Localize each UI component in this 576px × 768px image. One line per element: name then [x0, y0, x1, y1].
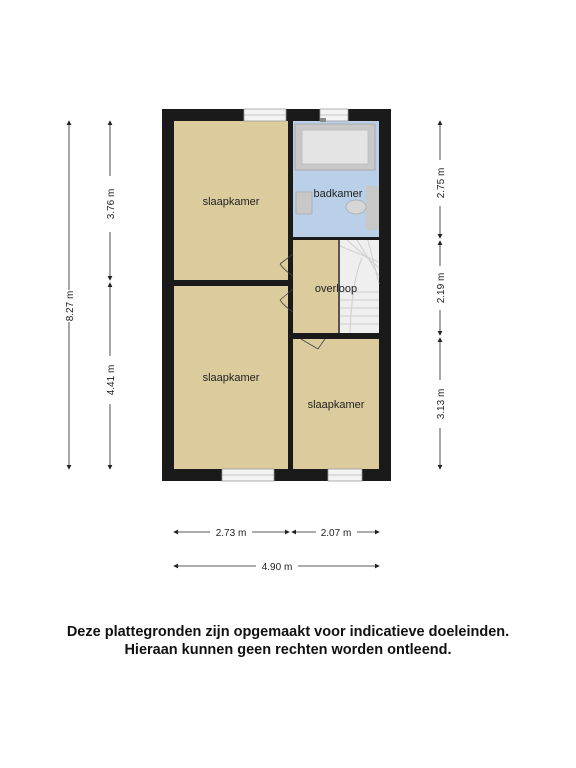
- dim-left-top: 3.76 m: [106, 188, 117, 220]
- label-slaapkamer-bottom: slaapkamer: [202, 372, 260, 384]
- disclaimer-line-1: Deze plattegronden zijn opgemaakt voor indicatieve doeleinden.: [66, 624, 510, 640]
- label-slaapkamer-right: slaapkamer: [307, 399, 365, 411]
- dim-right-mid: 2.19 m: [436, 272, 447, 304]
- dim-bottom-left: 2.73 m: [215, 528, 247, 539]
- dim-left-bottom: 4.41 m: [106, 364, 117, 396]
- label-overloop: overloop: [314, 283, 358, 295]
- bathtub: [295, 124, 375, 170]
- dim-bottom-right: 2.07 m: [320, 528, 352, 539]
- dim-total-height: 8.27 m: [65, 290, 76, 322]
- label-slaapkamer-top: slaapkamer: [202, 196, 260, 208]
- vent-icon: [320, 118, 326, 122]
- label-badkamer: badkamer: [313, 188, 363, 200]
- dim-right-top: 2.75 m: [436, 167, 447, 199]
- dim-total-width: 4.90 m: [261, 562, 293, 573]
- dim-right-bottom: 3.13 m: [436, 388, 447, 420]
- sink: [296, 192, 312, 214]
- disclaimer-line-2: Hieraan kunnen geen rechten worden ontleend.: [124, 642, 452, 658]
